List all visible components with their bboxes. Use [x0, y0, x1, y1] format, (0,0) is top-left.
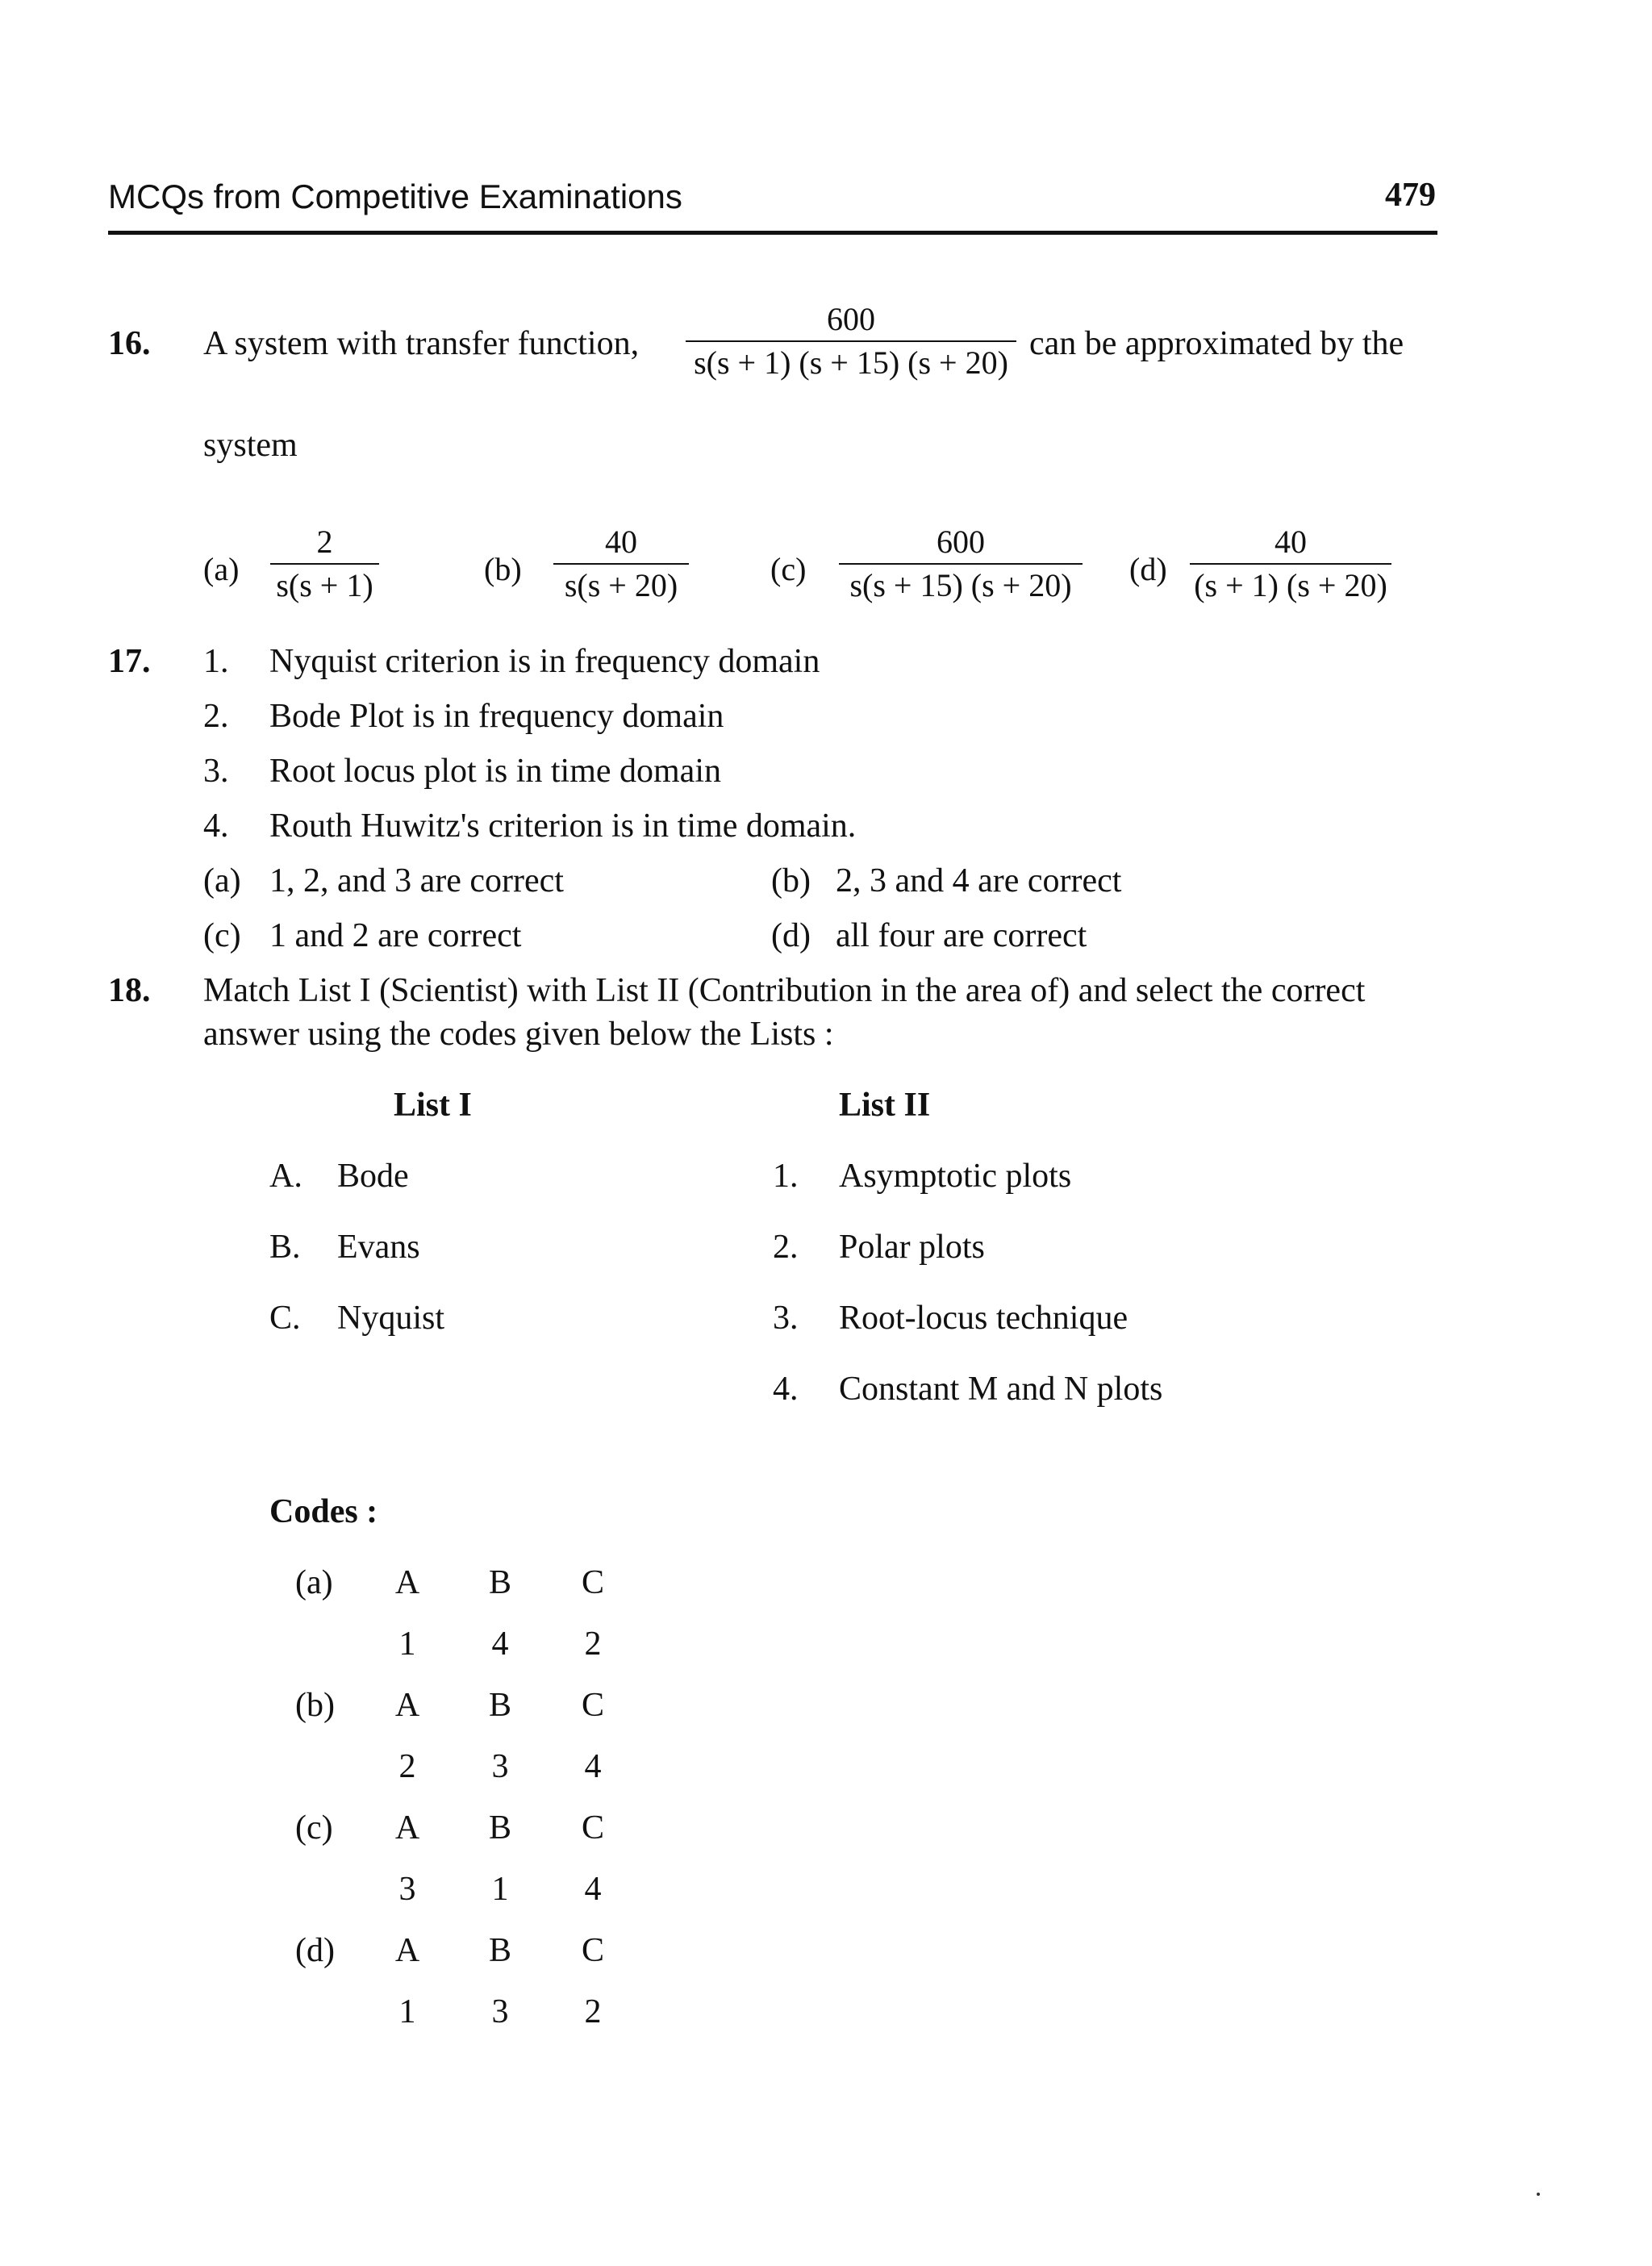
codes-header-cell: A [394, 1564, 420, 1601]
q17-option-c-label: (c) [203, 917, 241, 954]
codes-value-cell: 3 [491, 1993, 509, 2030]
page-number: 479 [1385, 177, 1436, 214]
q16-option-d-label: (d) [1129, 551, 1167, 587]
q17-option-b-label: (b) [771, 862, 811, 899]
q17-option-d-text: all four are correct [836, 917, 1087, 954]
codes-heading: Codes : [269, 1493, 378, 1530]
codes-option-a-label: (a) [295, 1564, 333, 1601]
q16-option-a-fraction [270, 526, 379, 602]
list-2-item-text: Polar plots [839, 1229, 985, 1266]
fraction-denominator: (s + 1) (s + 20) [1194, 567, 1387, 603]
codes-header-cell: A [394, 1932, 420, 1969]
q16-option-c-fraction [839, 526, 1083, 602]
header-rule [108, 231, 1437, 235]
q16-option-d-fraction [1190, 526, 1391, 602]
question-16-transfer-function [686, 303, 1016, 379]
q17-statement-number: 2. [203, 698, 229, 735]
codes-header-cell: C [581, 1564, 604, 1601]
codes-header-cell: B [488, 1932, 511, 1969]
fraction-denominator: s(s + 15) (s + 20) [849, 567, 1072, 603]
list-2-item-key: 4. [773, 1371, 799, 1408]
codes-value-cell: 4 [584, 1871, 602, 1908]
codes-header-cell: A [394, 1687, 420, 1724]
codes-value-cell: 3 [491, 1748, 509, 1785]
q17-option-a-label: (a) [203, 862, 241, 899]
list-2-heading: List II [839, 1087, 931, 1124]
codes-value-cell: 3 [398, 1871, 416, 1908]
list-1-item-key: B. [269, 1229, 301, 1266]
question-16-text-after: can be approximated by the [1029, 325, 1404, 362]
fraction-numerator: 40 [605, 524, 637, 560]
list-1-item-text: Bode [337, 1158, 409, 1195]
q17-statement-number: 3. [203, 753, 229, 790]
codes-header-cell: A [394, 1809, 420, 1847]
q16-option-b-fraction [553, 526, 689, 602]
q17-statement-text: Bode Plot is in frequency domain [269, 698, 724, 735]
fraction-numerator: 2 [316, 524, 333, 560]
list-1-item-text: Nyquist [337, 1300, 445, 1337]
q17-option-c-text: 1 and 2 are correct [269, 917, 522, 954]
question-16-text-continued: system [203, 427, 298, 464]
question-16-number: 16. [108, 325, 151, 362]
fraction-numerator: 40 [1274, 524, 1307, 560]
codes-value-cell: 2 [584, 1625, 602, 1663]
codes-value-cell: 1 [491, 1871, 509, 1908]
codes-header-cell: B [488, 1687, 511, 1724]
q17-statement-text: Nyquist criterion is in frequency domain [269, 643, 820, 680]
list-2-item-key: 1. [773, 1158, 799, 1195]
fraction-numerator: 600 [937, 524, 985, 560]
codes-header-cell: C [581, 1932, 604, 1969]
q16-option-b-label: (b) [484, 551, 522, 587]
list-2-item-text: Constant M and N plots [839, 1371, 1163, 1408]
codes-header-cell: B [488, 1809, 511, 1847]
list-2-item-text: Root-locus technique [839, 1300, 1128, 1337]
codes-option-c-label: (c) [295, 1809, 333, 1847]
list-2-item-key: 2. [773, 1229, 799, 1266]
codes-header-cell: C [581, 1687, 604, 1724]
list-1-item-text: Evans [337, 1229, 420, 1266]
question-18-text-line-2: answer using the codes given below the Lists : [203, 1016, 834, 1053]
q17-statement-number: 4. [203, 807, 229, 845]
codes-option-b-label: (b) [295, 1687, 335, 1724]
question-17-number: 17. [108, 643, 151, 680]
fraction-denominator: s(s + 1) (s + 15) (s + 20) [694, 344, 1008, 381]
list-1-item-key: C. [269, 1300, 301, 1337]
running-header-title: MCQs from Competitive Examinations [108, 177, 682, 215]
codes-value-cell: 2 [398, 1748, 416, 1785]
question-16-text: A system with transfer function, [203, 325, 640, 362]
list-2-item-key: 3. [773, 1300, 799, 1337]
q17-statement-number: 1. [203, 643, 229, 680]
codes-value-cell: 1 [398, 1625, 416, 1663]
q16-option-c-label: (c) [770, 551, 807, 587]
q17-statement-text: Routh Huwitz's criterion is in time domain. [269, 807, 857, 845]
codes-value-cell: 4 [491, 1625, 509, 1663]
q17-option-a-text: 1, 2, and 3 are correct [269, 862, 564, 899]
codes-option-d-label: (d) [295, 1932, 335, 1969]
list-1-item-key: A. [269, 1158, 302, 1195]
q17-option-b-text: 2, 3 and 4 are correct [836, 862, 1122, 899]
q17-statement-text: Root locus plot is in time domain [269, 753, 721, 790]
codes-value-cell: 2 [584, 1993, 602, 2030]
codes-header-cell: C [581, 1809, 604, 1847]
codes-value-cell: 1 [398, 1993, 416, 2030]
question-18-text-line-1: Match List I (Scientist) with List II (Contribution in the area of) and select the correct [203, 972, 1366, 1009]
q17-option-d-label: (d) [771, 917, 811, 954]
list-1-heading: List I [394, 1087, 472, 1124]
q16-option-a-label: (a) [203, 551, 240, 587]
fraction-denominator: s(s + 20) [564, 567, 678, 603]
codes-value-cell: 4 [584, 1748, 602, 1785]
stray-dot [1537, 2193, 1540, 2196]
codes-header-cell: B [488, 1564, 511, 1601]
list-2-item-text: Asymptotic plots [839, 1158, 1072, 1195]
fraction-numerator: 600 [827, 301, 875, 337]
question-18-number: 18. [108, 972, 151, 1009]
fraction-denominator: s(s + 1) [276, 567, 373, 603]
